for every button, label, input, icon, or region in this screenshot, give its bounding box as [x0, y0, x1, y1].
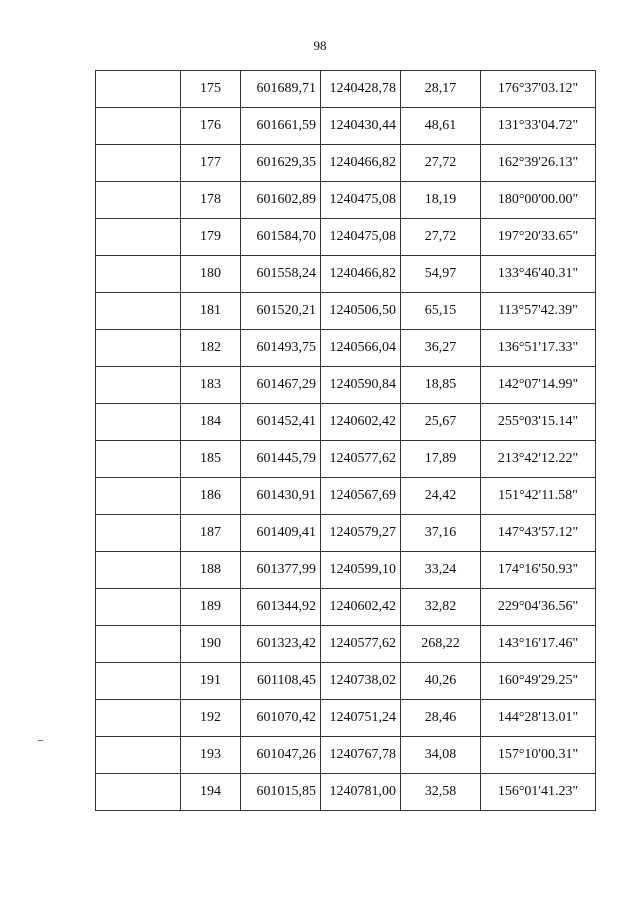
- angle-cell: 156°01'41.23": [481, 774, 596, 811]
- coordinates-table: [95, 70, 596, 811]
- table-row: [96, 478, 596, 515]
- point-number-cell: 177: [181, 145, 241, 182]
- angle-cell: 197°20'33.65": [481, 219, 596, 256]
- table-row: [96, 626, 596, 663]
- angle-cell: 229°04'36.56": [481, 589, 596, 626]
- point-number-cell: 179: [181, 219, 241, 256]
- angle-cell: 157°10'00.31": [481, 737, 596, 774]
- y-coordinate-cell: 1240506,50: [321, 293, 401, 330]
- point-number-cell: 182: [181, 330, 241, 367]
- x-coordinate-cell: 601661,59: [241, 108, 321, 145]
- blank-cell: [96, 404, 181, 441]
- table-body: [96, 71, 596, 811]
- point-number-cell: 176: [181, 108, 241, 145]
- y-coordinate-cell: 1240466,82: [321, 145, 401, 182]
- y-coordinate-cell: 1240430,44: [321, 108, 401, 145]
- x-coordinate-cell: 601493,75: [241, 330, 321, 367]
- y-coordinate-cell: 1240738,02: [321, 663, 401, 700]
- y-coordinate-cell: 1240781,00: [321, 774, 401, 811]
- blank-cell: [96, 182, 181, 219]
- point-number-cell: 192: [181, 700, 241, 737]
- y-coordinate-cell: 1240577,62: [321, 626, 401, 663]
- point-number-cell: 194: [181, 774, 241, 811]
- length-cell: 36,27: [401, 330, 481, 367]
- x-coordinate-cell: 601323,42: [241, 626, 321, 663]
- x-coordinate-cell: 601430,91: [241, 478, 321, 515]
- point-number-cell: 193: [181, 737, 241, 774]
- length-cell: 27,72: [401, 145, 481, 182]
- length-cell: 28,17: [401, 71, 481, 108]
- x-coordinate-cell: 601602,89: [241, 182, 321, 219]
- angle-cell: 160°49'29.25": [481, 663, 596, 700]
- length-cell: 48,61: [401, 108, 481, 145]
- point-number-cell: 188: [181, 552, 241, 589]
- y-coordinate-cell: 1240602,42: [321, 404, 401, 441]
- y-coordinate-cell: 1240602,42: [321, 589, 401, 626]
- point-number-cell: 185: [181, 441, 241, 478]
- angle-cell: 174°16'50.93": [481, 552, 596, 589]
- blank-cell: [96, 219, 181, 256]
- table-row: [96, 182, 596, 219]
- x-coordinate-cell: 601467,29: [241, 367, 321, 404]
- angle-cell: 131°33'04.72": [481, 108, 596, 145]
- y-coordinate-cell: 1240751,24: [321, 700, 401, 737]
- y-coordinate-cell: 1240466,82: [321, 256, 401, 293]
- y-coordinate-cell: 1240599,10: [321, 552, 401, 589]
- point-number-cell: 178: [181, 182, 241, 219]
- length-cell: 65,15: [401, 293, 481, 330]
- blank-cell: [96, 589, 181, 626]
- x-coordinate-cell: 601015,85: [241, 774, 321, 811]
- table-row: [96, 737, 596, 774]
- x-coordinate-cell: 601445,79: [241, 441, 321, 478]
- table-row: [96, 552, 596, 589]
- angle-cell: 142°07'14.99": [481, 367, 596, 404]
- x-coordinate-cell: 601629,35: [241, 145, 321, 182]
- x-coordinate-cell: 601584,70: [241, 219, 321, 256]
- angle-cell: 143°16'17.46": [481, 626, 596, 663]
- length-cell: 24,42: [401, 478, 481, 515]
- point-number-cell: 180: [181, 256, 241, 293]
- point-number-cell: 181: [181, 293, 241, 330]
- table-row: [96, 256, 596, 293]
- length-cell: 18,85: [401, 367, 481, 404]
- length-cell: 37,16: [401, 515, 481, 552]
- x-coordinate-cell: 601520,21: [241, 293, 321, 330]
- y-coordinate-cell: 1240475,08: [321, 219, 401, 256]
- blank-cell: [96, 367, 181, 404]
- blank-cell: [96, 515, 181, 552]
- point-number-cell: 184: [181, 404, 241, 441]
- angle-cell: 133°46'40.31": [481, 256, 596, 293]
- angle-cell: 113°57'42.39": [481, 293, 596, 330]
- blank-cell: [96, 552, 181, 589]
- x-coordinate-cell: 601344,92: [241, 589, 321, 626]
- blank-cell: [96, 700, 181, 737]
- y-coordinate-cell: 1240579,27: [321, 515, 401, 552]
- table-row: [96, 330, 596, 367]
- length-cell: 33,24: [401, 552, 481, 589]
- x-coordinate-cell: 601689,71: [241, 71, 321, 108]
- table-row: [96, 663, 596, 700]
- point-number-cell: 187: [181, 515, 241, 552]
- blank-cell: [96, 108, 181, 145]
- table-row: [96, 145, 596, 182]
- table-row: [96, 589, 596, 626]
- point-number-cell: 183: [181, 367, 241, 404]
- x-coordinate-cell: 601558,24: [241, 256, 321, 293]
- blank-cell: [96, 330, 181, 367]
- x-coordinate-cell: 601452,41: [241, 404, 321, 441]
- angle-cell: 136°51'17.33": [481, 330, 596, 367]
- y-coordinate-cell: 1240590,84: [321, 367, 401, 404]
- blank-cell: [96, 478, 181, 515]
- table-row: [96, 700, 596, 737]
- blank-cell: [96, 626, 181, 663]
- length-cell: 32,82: [401, 589, 481, 626]
- angle-cell: 144°28'13.01": [481, 700, 596, 737]
- angle-cell: 151°42'11.58": [481, 478, 596, 515]
- table-row: [96, 293, 596, 330]
- length-cell: 18,19: [401, 182, 481, 219]
- length-cell: 28,46: [401, 700, 481, 737]
- angle-cell: 180°00'00.00": [481, 182, 596, 219]
- x-coordinate-cell: 601108,45: [241, 663, 321, 700]
- y-coordinate-cell: 1240577,62: [321, 441, 401, 478]
- scan-mark: [38, 740, 43, 741]
- length-cell: 25,67: [401, 404, 481, 441]
- y-coordinate-cell: 1240767,78: [321, 737, 401, 774]
- table-row: [96, 515, 596, 552]
- x-coordinate-cell: 601070,42: [241, 700, 321, 737]
- length-cell: 17,89: [401, 441, 481, 478]
- angle-cell: 213°42'12.22": [481, 441, 596, 478]
- point-number-cell: 189: [181, 589, 241, 626]
- table-row: [96, 441, 596, 478]
- table-row: [96, 71, 596, 108]
- x-coordinate-cell: 601409,41: [241, 515, 321, 552]
- table-row: [96, 108, 596, 145]
- page-number: 98: [313, 38, 327, 53]
- table-row: [96, 367, 596, 404]
- y-coordinate-cell: 1240475,08: [321, 182, 401, 219]
- x-coordinate-cell: 601377,99: [241, 552, 321, 589]
- blank-cell: [96, 256, 181, 293]
- y-coordinate-cell: 1240567,69: [321, 478, 401, 515]
- point-number-cell: 175: [181, 71, 241, 108]
- length-cell: 32,58: [401, 774, 481, 811]
- x-coordinate-cell: 601047,26: [241, 737, 321, 774]
- length-cell: 268,22: [401, 626, 481, 663]
- blank-cell: [96, 441, 181, 478]
- blank-cell: [96, 737, 181, 774]
- angle-cell: 147°43'57.12": [481, 515, 596, 552]
- table-row: [96, 404, 596, 441]
- table-row: [96, 774, 596, 811]
- length-cell: 54,97: [401, 256, 481, 293]
- blank-cell: [96, 145, 181, 182]
- table-row: [96, 219, 596, 256]
- y-coordinate-cell: 1240428,78: [321, 71, 401, 108]
- point-number-cell: 186: [181, 478, 241, 515]
- length-cell: 27,72: [401, 219, 481, 256]
- blank-cell: [96, 663, 181, 700]
- blank-cell: [96, 774, 181, 811]
- angle-cell: 255°03'15.14": [481, 404, 596, 441]
- point-number-cell: 191: [181, 663, 241, 700]
- blank-cell: [96, 293, 181, 330]
- length-cell: 34,08: [401, 737, 481, 774]
- blank-cell: [96, 71, 181, 108]
- length-cell: 40,26: [401, 663, 481, 700]
- point-number-cell: 190: [181, 626, 241, 663]
- angle-cell: 176°37'03.12": [481, 71, 596, 108]
- angle-cell: 162°39'26.13": [481, 145, 596, 182]
- y-coordinate-cell: 1240566,04: [321, 330, 401, 367]
